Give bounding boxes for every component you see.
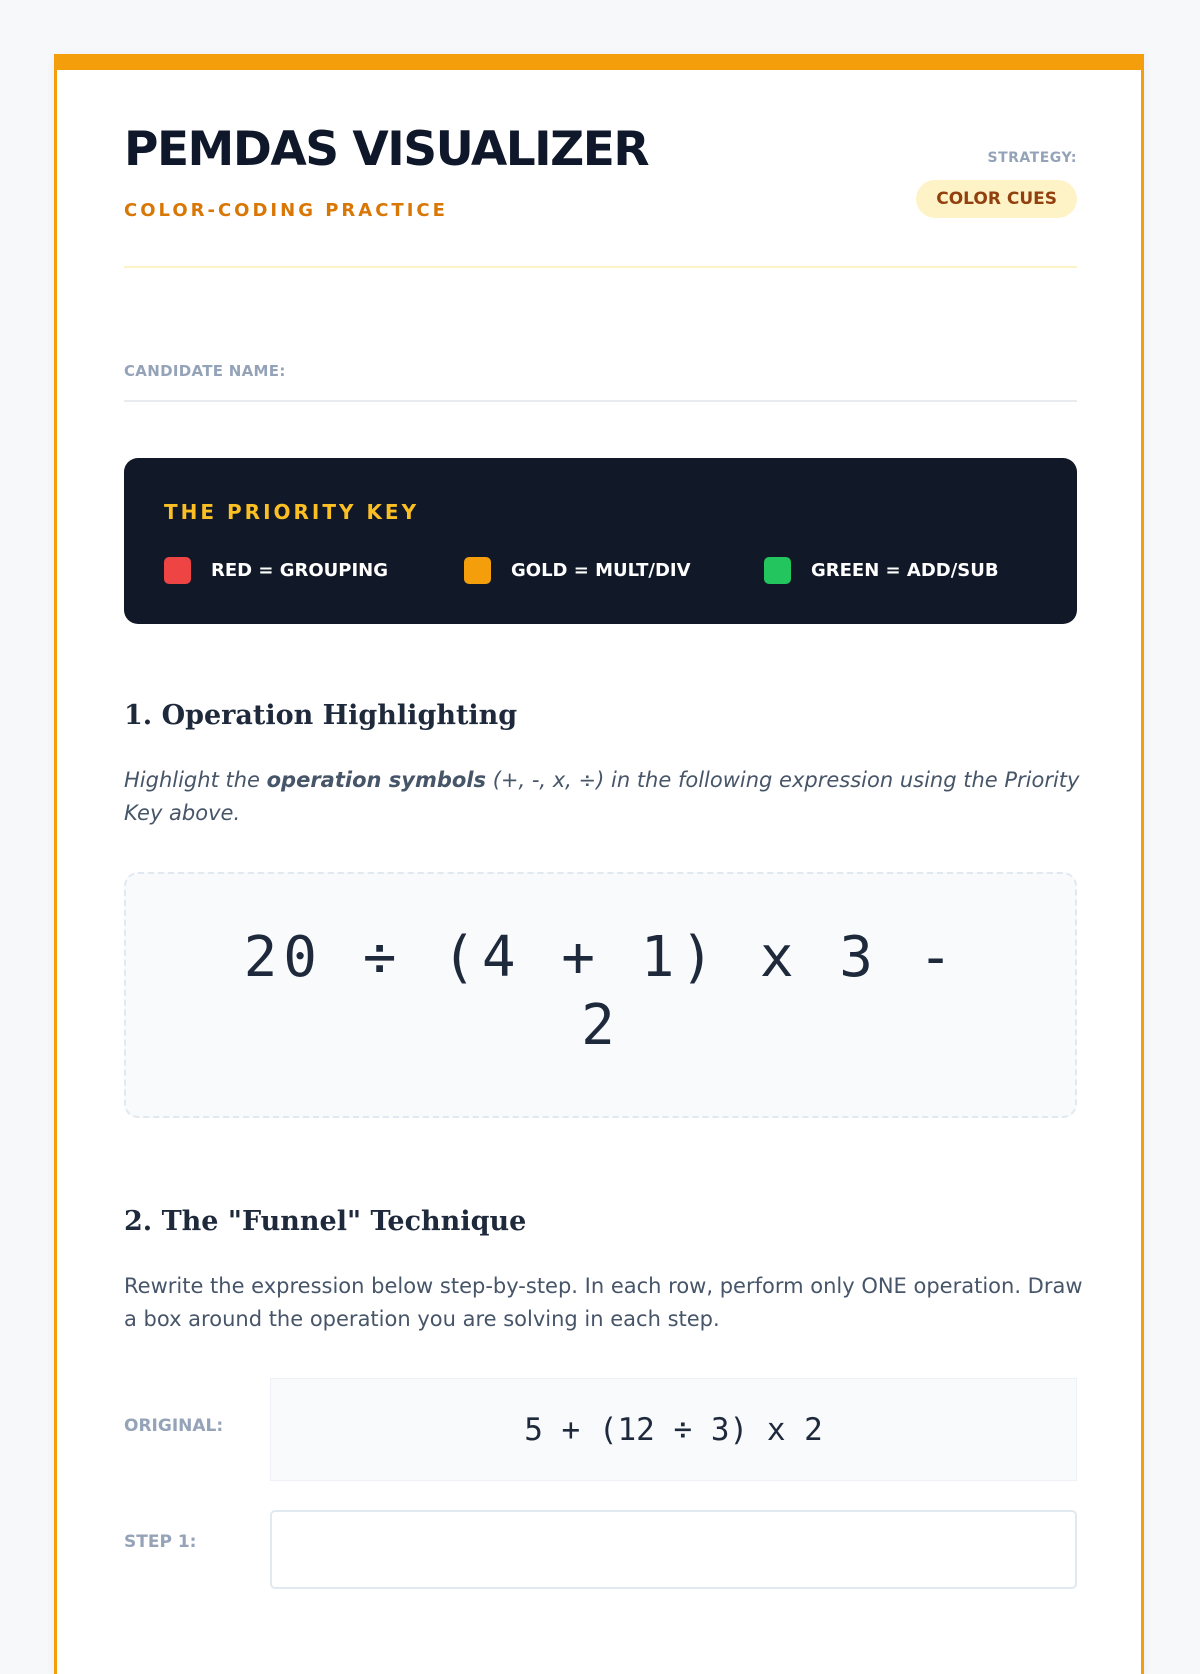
gold-swatch-icon [464, 557, 491, 584]
key-item-mult-div [464, 556, 691, 584]
instruction-emphasis: operation symbols [266, 768, 487, 792]
priority-key-title: THE PRIORITY KEY [164, 500, 420, 524]
section-2-title: 2. The "Funnel" Technique [124, 1206, 527, 1237]
strategy-badge: COLOR CUES [916, 180, 1077, 218]
key-item-label: RED = GROUPING [211, 559, 388, 581]
original-expression-box [270, 1378, 1077, 1481]
red-swatch-icon [164, 557, 191, 584]
original-expression: 5 + (12 ÷ 3) x 2 [524, 1411, 823, 1448]
candidate-name-label: CANDIDATE NAME: [124, 362, 286, 380]
key-item-grouping [164, 556, 388, 584]
header-divider [124, 266, 1077, 268]
expression-text[interactable]: 20 ÷ (4 + 1) x 3 - 2 [243, 925, 959, 1058]
step-1-input[interactable] [270, 1510, 1077, 1589]
priority-key-panel [124, 458, 1077, 624]
page-subtitle: COLOR-CODING PRACTICE [124, 200, 448, 221]
candidate-name-line[interactable] [124, 400, 1077, 402]
section-1-title: 1. Operation Highlighting [124, 700, 518, 731]
key-item-add-sub [764, 556, 999, 584]
section-2-instructions: Rewrite the expression below step-by-step. In each row, perform only ONE operation. Draw a box around the operation you are solving in each step. [124, 1274, 1083, 1331]
instruction-text: (+, -, x, ÷) in the following expression using the Priority Key above. [124, 768, 1080, 825]
expression-box[interactable] [124, 872, 1077, 1118]
green-swatch-icon [764, 557, 791, 584]
instruction-text: Highlight the [124, 768, 267, 792]
strategy-label: STRATEGY: [987, 150, 1077, 166]
key-item-label: GREEN = ADD/SUB [811, 559, 999, 581]
worksheet-page [54, 54, 1144, 1674]
step-1-label: STEP 1: [124, 1532, 197, 1552]
section-1-instructions [124, 764, 1084, 830]
original-label: ORIGINAL: [124, 1416, 224, 1436]
page-title: PEMDAS VISUALIZER [124, 122, 649, 177]
key-item-label: GOLD = MULT/DIV [511, 559, 691, 581]
